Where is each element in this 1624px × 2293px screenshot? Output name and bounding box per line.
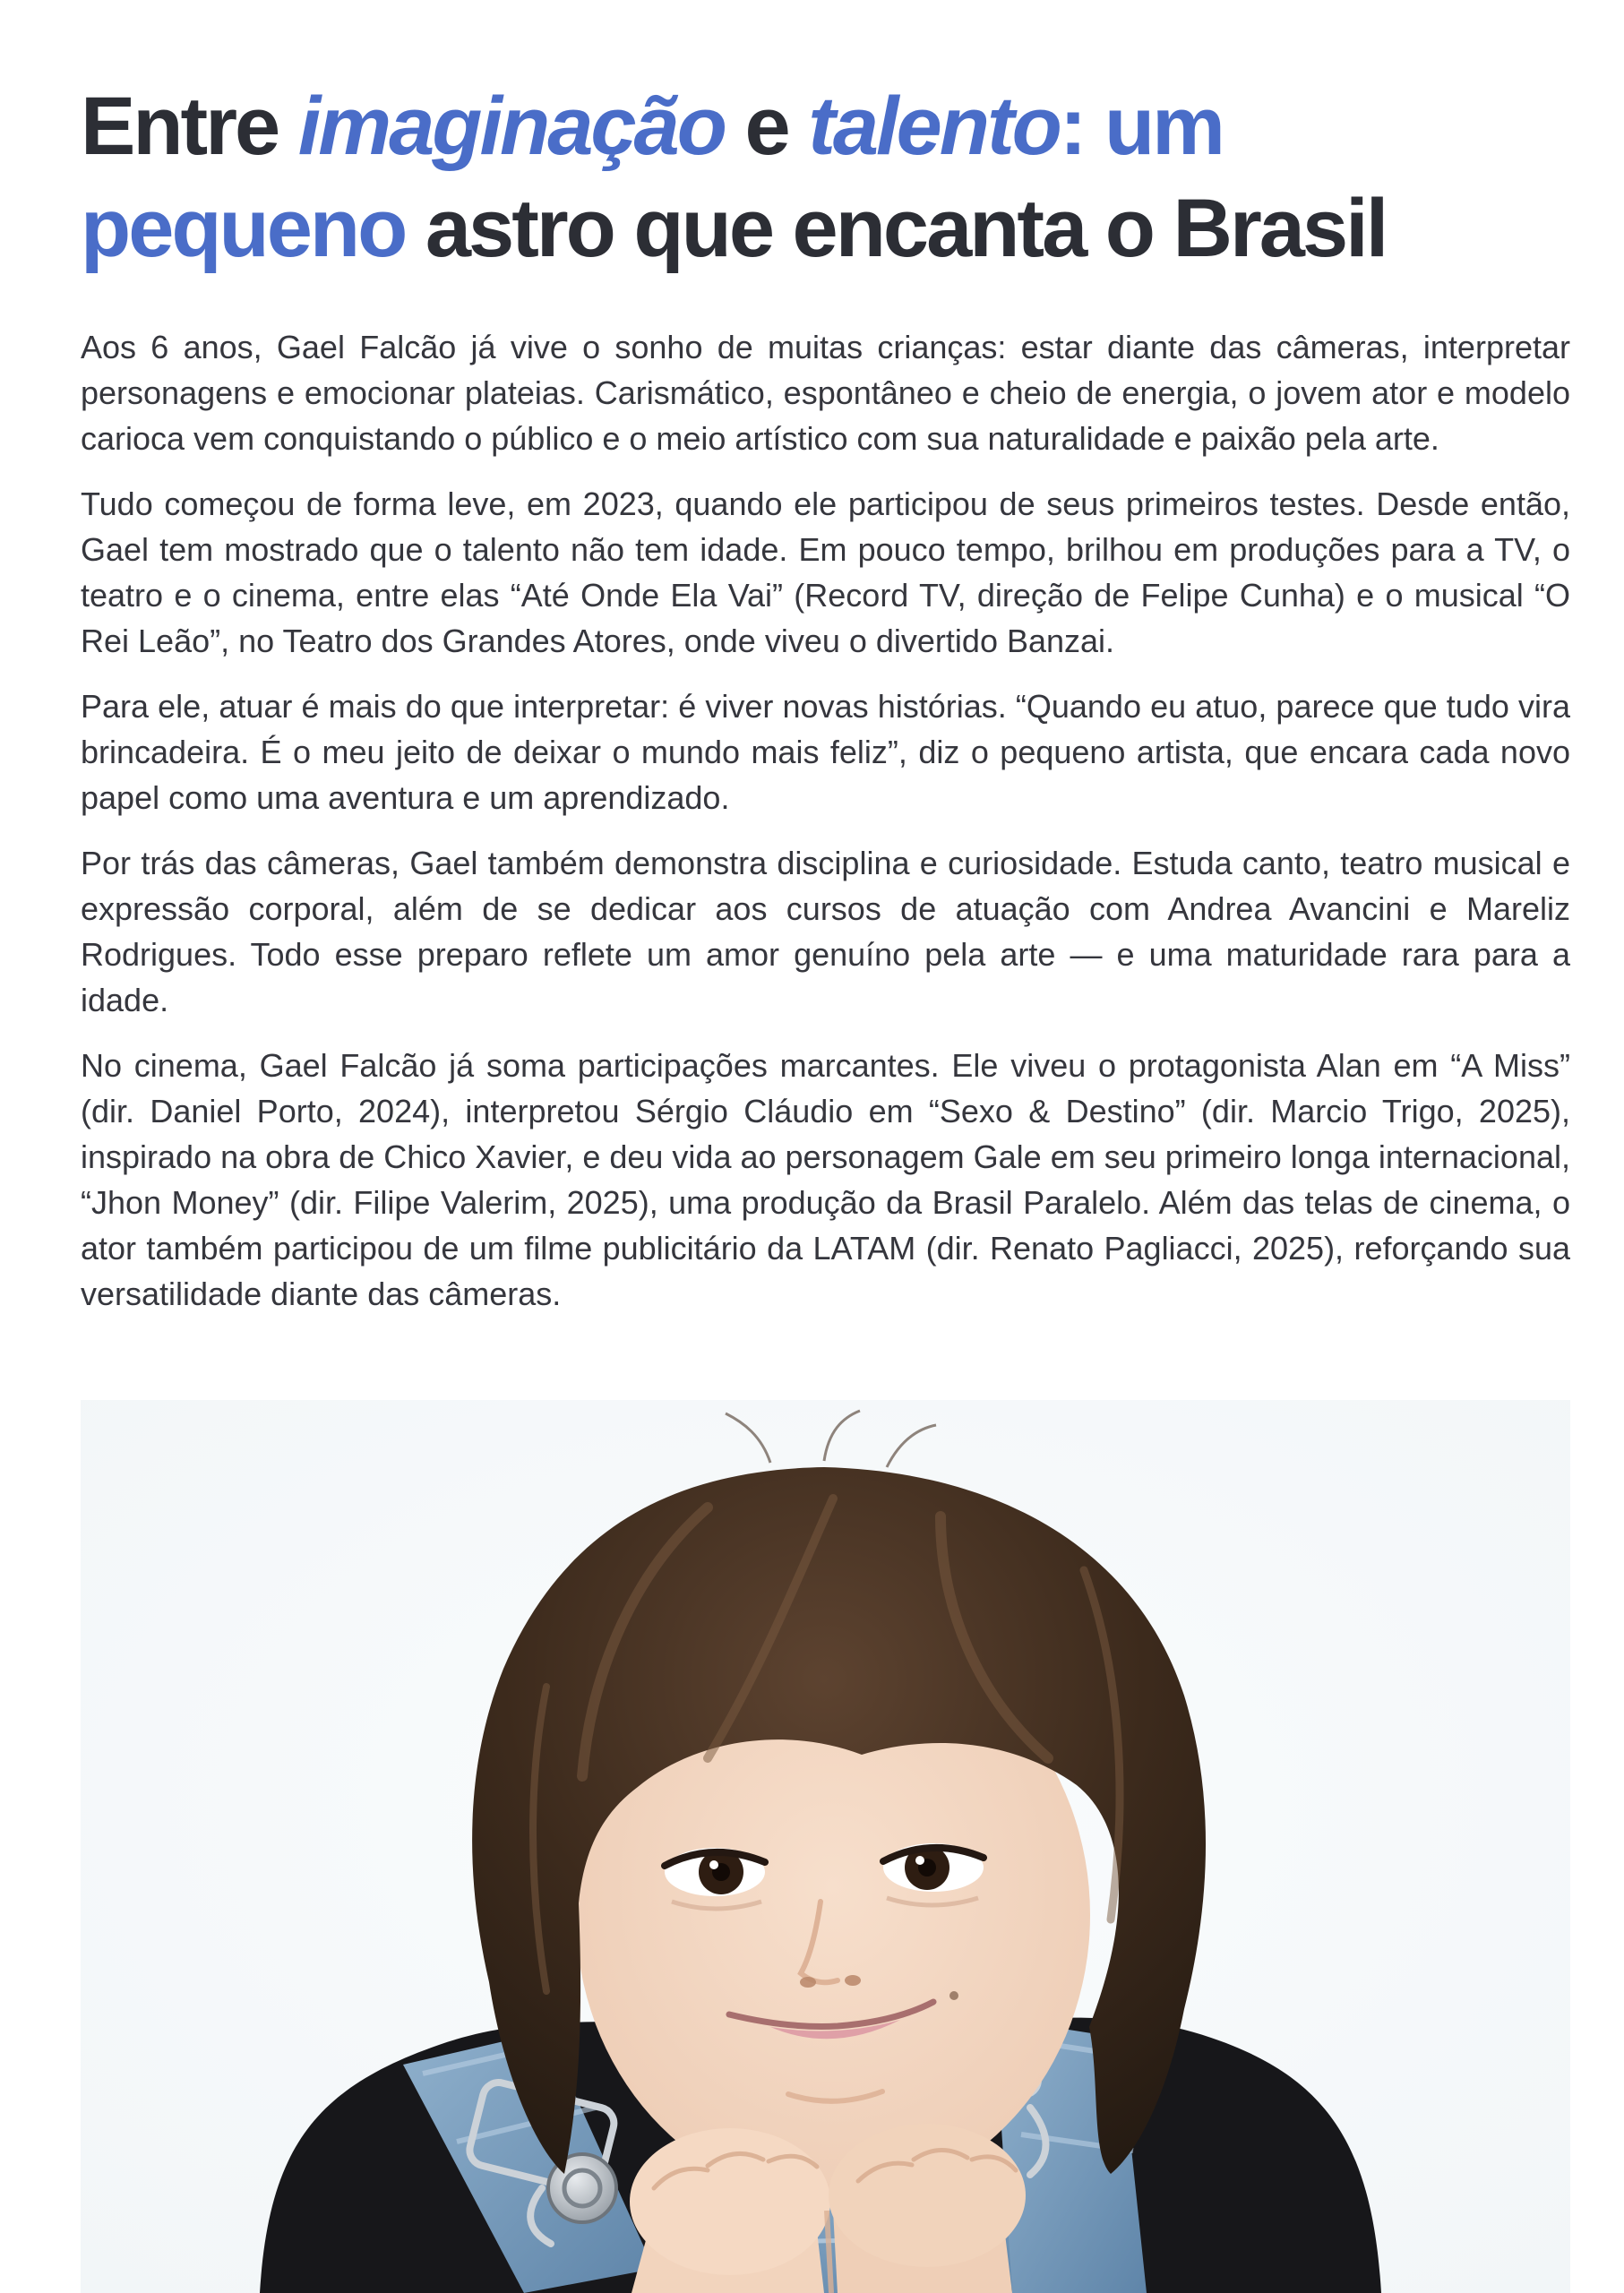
article-paragraph: Tudo começou de forma leve, em 2023, quando ele participou de seus primeiros testes. Desde então, Gael tem mostrado que o talento não tem idade. Em pouco tempo, brilhou em produções para a TV, o teatro e o cinema, entre elas “Até Onde Ela Vai” (Record TV, direção de Felipe Cunha) e o musical “O Rei Leão”, no Teatro dos Grandes Atores, onde viveu o divertido Banzai. xyxy=(81,485,1570,660)
boy-portrait-illustration xyxy=(81,1400,1570,2293)
article-paragraph: Aos 6 anos, Gael Falcão já vive o sonho de muitas crianças: estar diante das câmeras, interpretar personagens e emocionar plateias. Carismático, espontâneo e cheio de energia, o jovem ator e modelo carioca vem conquistando o público e o meio artístico com sua naturalidade e paixão pela arte. xyxy=(81,329,1570,458)
title-segment: astro que encanta o Brasil xyxy=(405,183,1387,275)
title-segment: pequeno xyxy=(81,183,406,275)
article-photo xyxy=(81,1400,1570,2293)
title-segment: : um xyxy=(1059,81,1223,172)
title-segment: Entre xyxy=(81,81,298,172)
article-paragraph: No cinema, Gael Falcão já soma participações marcantes. Ele viveu o protagonista Alan em “A Miss” (dir. Daniel Porto, 2024), interpretou Sérgio Cláudio em “Sexo & Destino” (dir. Marcio Trigo, 2025), inspirado na obra de Chico Xavier, e deu vida ao personagem Gale em seu primeiro longa internacional, “Jhon Money” (dir. Filipe Valerim, 2025), uma produção da Brasil Paralelo. Além das telas de cinema, o ator também participou de um filme publicitário da LATAM (dir. Renato Pagliacci, 2025), reforçando sua versatilidade diante das câmeras. xyxy=(81,1047,1570,1313)
title-segment: e xyxy=(724,81,809,172)
article-paragraph: Por trás das câmeras, Gael também demonstra disciplina e curiosidade. Estuda canto, teatro musical e expressão corporal, além de se dedicar aos cursos de atuação com Andrea Avancini e Mareliz Rodrigues. Todo esse preparo reflete um amor genuíno pela arte — e uma maturidade rara para a idade. xyxy=(81,845,1570,1019)
title-segment: talento xyxy=(808,81,1060,172)
article-body xyxy=(81,324,1570,1317)
article-paragraph: Para ele, atuar é mais do que interpretar: é viver novas histórias. “Quando eu atuo, parece que tudo vira brincadeira. É o meu jeito de deixar o mundo mais feliz”, diz o pequeno artista, que encara cada novo papel como uma aventura e um aprendizado. xyxy=(81,688,1570,817)
title-segment: imaginação xyxy=(297,81,725,172)
article-title xyxy=(81,75,1570,279)
